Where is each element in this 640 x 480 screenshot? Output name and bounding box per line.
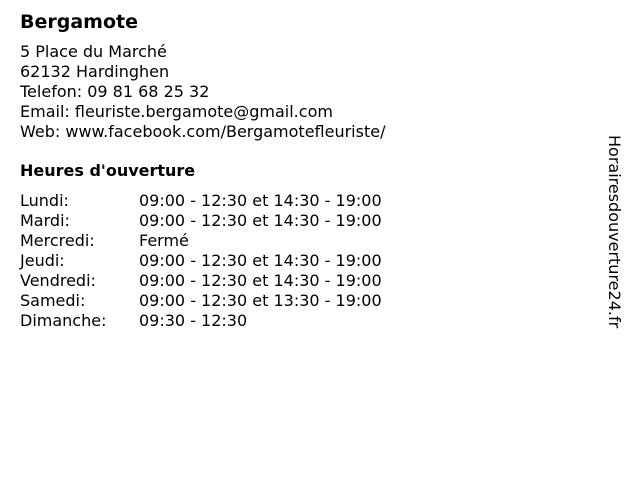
day-hours: 09:00 - 12:30 et 14:30 - 19:00 bbox=[139, 191, 382, 210]
address-line-2: 62132 Hardinghen bbox=[20, 62, 170, 81]
day-hours: 09:00 - 12:30 et 13:30 - 19:00 bbox=[139, 291, 382, 310]
hours-row-sunday bbox=[20, 311, 600, 331]
opening-hours-title: Heures d'ouverture bbox=[20, 161, 196, 180]
day-hours: 09:00 - 12:30 et 14:30 - 19:00 bbox=[139, 251, 382, 270]
day-label: Samedi: bbox=[20, 291, 86, 310]
day-hours: 09:30 - 12:30 bbox=[139, 311, 248, 330]
web-line: Web: www.facebook.com/Bergamotefleuriste/ bbox=[20, 122, 386, 141]
day-label: Mercredi: bbox=[20, 231, 95, 250]
day-label: Dimanche: bbox=[20, 311, 107, 330]
day-label: Vendredi: bbox=[20, 271, 96, 290]
day-label: Lundi: bbox=[20, 191, 69, 210]
address-line-1: 5 Place du Marché bbox=[20, 42, 167, 61]
hours-row-thursday bbox=[20, 251, 600, 271]
day-hours: 09:00 - 12:30 et 14:30 - 19:00 bbox=[139, 211, 382, 230]
business-info bbox=[20, 10, 600, 331]
day-hours: 09:00 - 12:30 et 14:30 - 19:00 bbox=[139, 271, 382, 290]
business-name: Bergamote bbox=[20, 11, 138, 33]
day-label: Mardi: bbox=[20, 211, 70, 230]
hours-row-monday bbox=[20, 191, 600, 211]
hours-row-tuesday bbox=[20, 211, 600, 231]
day-label: Jeudi: bbox=[20, 251, 65, 270]
email-line: Email: fleuriste.bergamote@gmail.com bbox=[20, 102, 333, 121]
hours-row-wednesday bbox=[20, 231, 600, 251]
hours-row-friday bbox=[20, 271, 600, 291]
site-watermark: Horairesdouverture24.fr bbox=[605, 135, 624, 329]
day-hours: Fermé bbox=[139, 231, 189, 250]
opening-hours-list bbox=[20, 191, 600, 331]
phone-line: Telefon: 09 81 68 25 32 bbox=[20, 82, 210, 101]
hours-row-saturday bbox=[20, 291, 600, 311]
